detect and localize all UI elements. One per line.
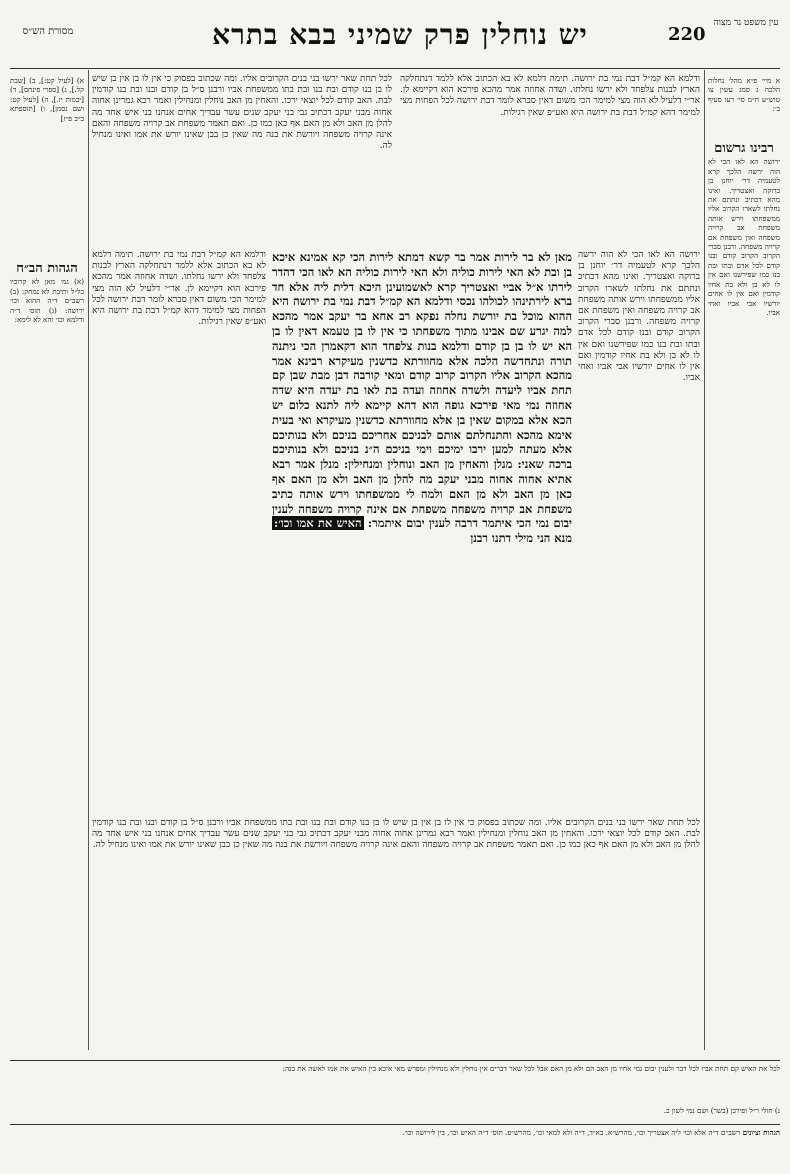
column-separator-left — [88, 70, 89, 1050]
page-header — [10, 10, 780, 70]
masoret-column — [10, 76, 84, 246]
hagahot-text: (א) גמ׳ מאן לא קרוביו כל״ל ותיבת לא נמחק: (ב) רשב״ם ד״ה ההוא וכו׳ ירושה: (ג) תוס׳ ד״ה ודלמא וכו׳ והא לא לימא: — [10, 277, 84, 325]
glosses-block — [10, 1128, 780, 1164]
header-divider — [10, 68, 780, 69]
page-title: יש נוחלין פרק שמיני בבא בתרא — [212, 18, 588, 51]
hagahot-column — [10, 260, 84, 540]
footer-divider — [10, 1060, 780, 1061]
hagahot-heading: הגהות הב״ח — [16, 261, 78, 276]
gemara-block — [272, 250, 572, 810]
rashbam-text: ירושה הא לאו הכי לא הוה ירשה הלכך קרא לטעמיה דר׳ יוחנן בן ברוקה ואצטריך. ואינו מהא דכתיב ונתתם את נחלתו לשארו הקרוב אליו ממשפחתו וירש אותה משפחת אב קרויה משפחה ואין משפחת אם קרויה משפחה. ורבנן סברי הקרוב הקרוב קודם ובנו קודם לכל אדם ובתו ובת בנו כמו שפירשנו ואם אין לו לא בן ולא בת אחיו קודמין ואם אין לו אחים יורשיו אבי אביו ואחי אביו. — [708, 157, 780, 317]
footer-note-block — [10, 1106, 780, 1120]
glosses-label: הגהות וציונים — [742, 1128, 780, 1137]
commentary-lower-text: לכל תחת שאר ירשו בני בנים הקרובים אליו. ומה שכתוב בפסוק כי אין לו בן אין בן שיש לו בן בנו קודם ובת בנו ובת בתו ממשפחת אביו ורבנן ס״ל בן קודם ובנו ובת בנו קודמין לבת. האב קודם לכל יוצאי ירכו. והאחין מן האב נוחלין ומנחילין ואמר רבא גמרינן אחוה אחוה מבני יעקב דכתיב גבי בני יעקב שנים עשר עבדיך אחים אנחנו בני איש אחד מה להלן מן האב ולא מן האם אף כאן כמו כן. ואם תאמר משפחת אב קרויה משפחה והאם אינה קרויה משפחה ויורשת את בנה מה שאין כן בבן שאינו יורש את אמו ואינו מנחיל לה. — [92, 818, 700, 851]
masoret-hashas-label: מסורת הש״ס — [22, 26, 74, 37]
tosafot-main-column — [92, 250, 266, 810]
rashbam-heading: רבינו גרשום — [714, 141, 774, 156]
ein-mishpat-column — [708, 76, 780, 136]
commentary-lower-block — [92, 818, 700, 1054]
gemara-highlight: האיש את אמו וכו׳: — [274, 516, 362, 531]
masoret-text: א) [לעיל קט:], ב) [שבת קל.], ג) [ספרי פינחס], ד) [יבמות יז.], ה) [לעיל קט: ושם נסמן], ו) [תוספתא ב״ב פ״ז] — [10, 76, 84, 123]
tosafot-text: ודלמא הא קמ״ל דבת נמי בת ירושה. תימה דלמא לא בא הכתוב אלא ללמד דנתחלקה הארץ לבנות צלפחד ולא ירשו נחלתו. ושדה אחוזה אמר מהכא פירכא הוא דקיימא לן. אר״י דלעיל לא הוה מצי למימר הכי משום דאין סברא לומר דבת ירושה לכל הפחות מצי למימר דהא קמ״ל דבת בת ירושה היא ואע״פ שאין רגילות. — [400, 74, 700, 118]
footer-text: לכל את האיש קם תחת אביו לכל דבר ולענין יבום נמי אחיו מן האב הם ולא מן האם אבל לכל שאר דברים אין נוחלין ולא מנחילין ומפרש מאי איכא בין האיש את אמו לאשה את בנה: — [282, 1064, 780, 1073]
footer-note: נ) חולי ר״ל ופירכן (בשר) ושם נמי לשון כ. — [663, 1106, 780, 1115]
ein-mishpat-text: א מיי׳ פ״א מהל׳ נחלות הלכה ג סמג עשין צו טוש״ע ח״מ סי׳ רעו סעיף ב׳: — [708, 76, 780, 114]
page-number: 220 — [668, 24, 706, 45]
commentary-top-block — [92, 74, 392, 244]
glosses-text: רשב״ם ד״ה אלא וכו׳ ליה אצטריך וכו׳, מהרש״א. בא״ד, ד״ה ולא למאי וכו׳, מהרש״פ. תוס׳ ד״ה האיש וכו׳, בין לירושה וכו׳. — [402, 1128, 741, 1137]
rashbam-column — [708, 140, 780, 1040]
gemara-continuation: מנא הני מילי דתנו רבנן — [470, 531, 572, 546]
ein-mishpat-label: עין משפט נר מצוה — [713, 18, 779, 28]
footer-text-block — [10, 1064, 780, 1104]
talmud-page — [10, 10, 780, 1164]
tosafot-main-text: ודלמא הא קמ״ל דבת נמי בת ירושה. תימה דלמא לא בא הכתוב אלא ללמד דנתחלקה הארץ לבנות צלפחד ולא ירשו נחלתו. ושדה אחוזה אמר מהכא פירכא הוא דקיימא לן. אר״י דלעיל לא הוה מצי למימר הכי משום דאין סברא לומר דבת ירושה לכל הפחות מצי למימר דהא קמ״ל דבת בת ירושה היא ואע״פ שאין רגילות. — [92, 250, 266, 328]
commentary-top-text: לכל תחת שאר ירשו בני בנים הקרובים אליו. ומה שכתוב בפסוק כי אין לו בן אין בן שיש לו בן בנו קודם ובת בנו ובת בתו ממשפחת אביו ורבנן ס״ל בן קודם ובנו ובת בנו קודמין לבת. האב קודם לכל יוצאי ירכו. והאחין מן האב נוחלין ומנחילין ואמר רבא גמרינן אחוה אחוה מבני יעקב דכתיב גבי בני יעקב שנים עשר עבדיך אחים אנחנו בני איש אחד מה להלן מן האב ולא מן האם אף כאן כמו כן. ואם תאמר משפחת אב קרויה משפחה והאם אינה קרויה משפחה ויורשת את בנה מה שאין כן בבן שאינו יורש את אמו ואינו מנחיל לה. — [92, 74, 392, 152]
rashbam-main-column — [578, 250, 700, 810]
tosafot-block — [400, 74, 700, 244]
gemara-text: מאן לא בר לירות אמר בר קשא דמתא לירות הכי קא אמינא איכא בן ובת לא האי לירות כוליה ולא האי לירות כוליה הא לאו הכי דהדר לירתו א״ל אביי ואצטריך קרא לאשמועינן היכא דלית ליה אלא חד ברא לירתינהו לכולהו נכסי ודלמא הא קמ״ל דבת נמי בת ירושה היא ההוא מוכל בת יורשת נחלה נפקא רב אחא בר יעקב אמר מהכא למה יגרע שם אבינו מתוך משפחתו כי אין לו בן טעמא דאין לו בן הא יש לו בן בן קודם ודלמא בנות צלפחד הוא דקאמרן הכי ניתנה תורה ונתחדשה הלכה אלא מחוורתא כדשנין מעיקרא רבינא אמר מהכא הקרוב אליו הקרוב קרוב קודם ומאי קורבה דבן מבת שבן קם תחת אביו ליעדה ולשדה אחוזה ועדה בת לאו בת יעדה היא שדה אחוזה נמי מאי פירכא גופה הוא דהא קיימא ליה לתנא כלום יש הכא אלא במקום שאין בן אלא מחוורתא כדשנין מעיקרא ואי בעית אימא מהכא והתנחלתם אותם לבניכם אחריכם בניכם ולא בנותיכם אלא מעתה למען ירבו ימיכם וימי בניכם ה״נ בניכם ולא בנותיכם ברכה שאני: מנלן והאחין מן האב ונוחלין ומנחילין: מנלן אמר רבא אתיא אחוה אחוה מבני יעקב מה להלן מן האב ולא מן האם אף כאן מן האב ולא מן האם ולמה לי ממשפחתו וירש אותה כתיב משפחת אב קרויה משפחה משפחת אם אינה קרויה משפחה לענין יבום נמי הכי איתמר דרבה לענין יבום איתמר: — [272, 250, 572, 531]
glosses-divider — [10, 1124, 780, 1125]
column-separator-right — [704, 70, 705, 1050]
rashbam-main-text: ירושה הא לאו הכי לא הוה ירשה הלכך קרא לטעמיה דר׳ יוחנן בן ברוקה ואצטריך. ואינו מהא דכתיב ונתתם את נחלתו לשארו הקרוב אליו ממשפחתו וירש אותה משפחת אב קרויה משפחה ואין משפחת אם קרויה משפחה. ורבנן סברי הקרוב הקרוב קודם ובנו קודם לכל אדם ובתו ובת בנו כמו שפירשנו ואם אין לו לא בן ולא בת אחיו קודמין ואם אין לו אחים יורשיו אבי אביו ואחי אביו. — [578, 250, 700, 384]
